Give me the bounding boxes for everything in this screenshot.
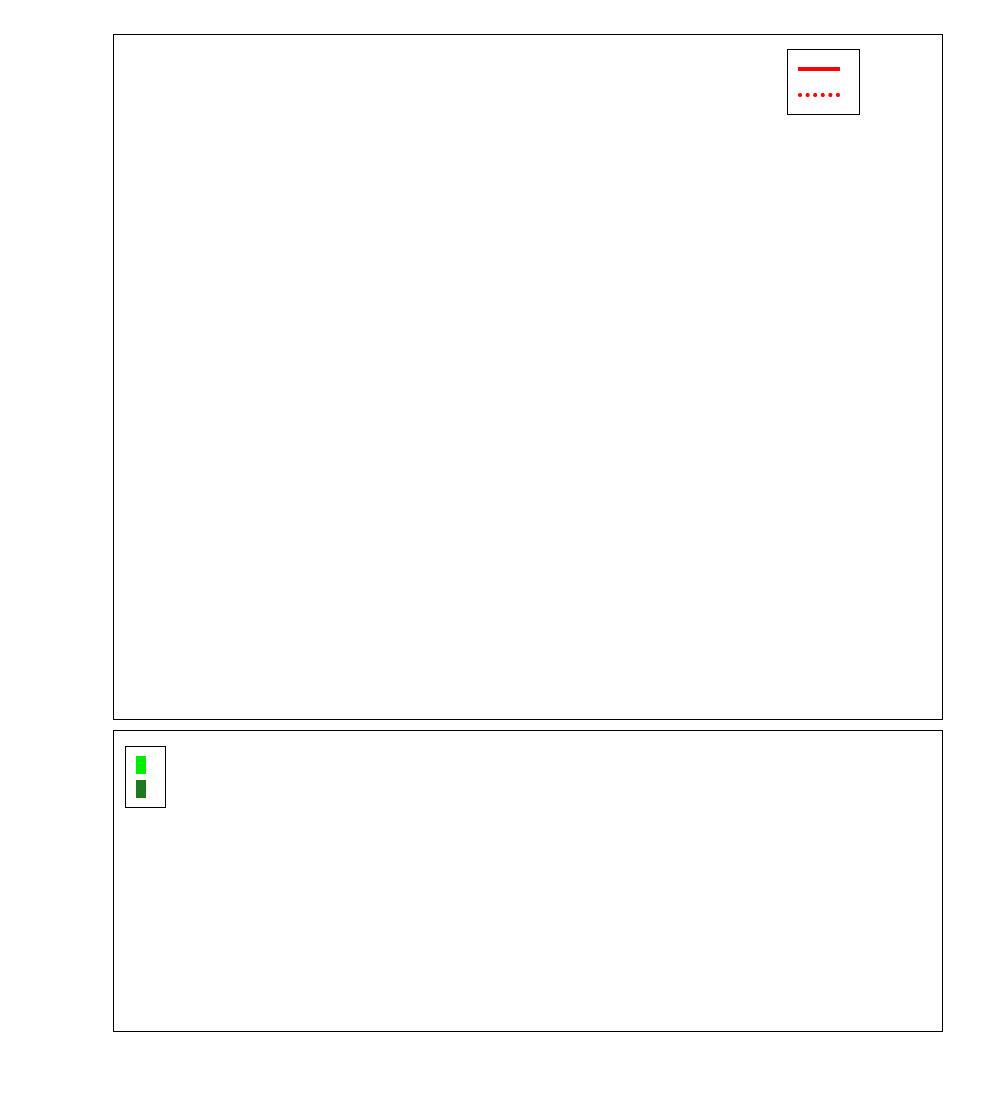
bottom-plot-canvas	[114, 731, 942, 1031]
legend-item-utilized	[136, 777, 155, 801]
rupture-count-plot	[113, 730, 943, 1032]
top-plot-canvas	[114, 35, 942, 719]
solid-line-swatch	[798, 67, 840, 71]
utilized-swatch	[136, 780, 146, 798]
legend-item-available	[136, 753, 155, 777]
bottom-legend	[125, 746, 166, 808]
legend-item-nucleation	[798, 82, 849, 108]
dotted-line-swatch	[798, 93, 840, 97]
available-swatch	[136, 756, 146, 774]
legend-item-participation	[798, 56, 849, 82]
cumulative-rate-plot	[113, 34, 943, 720]
top-legend	[787, 49, 860, 115]
